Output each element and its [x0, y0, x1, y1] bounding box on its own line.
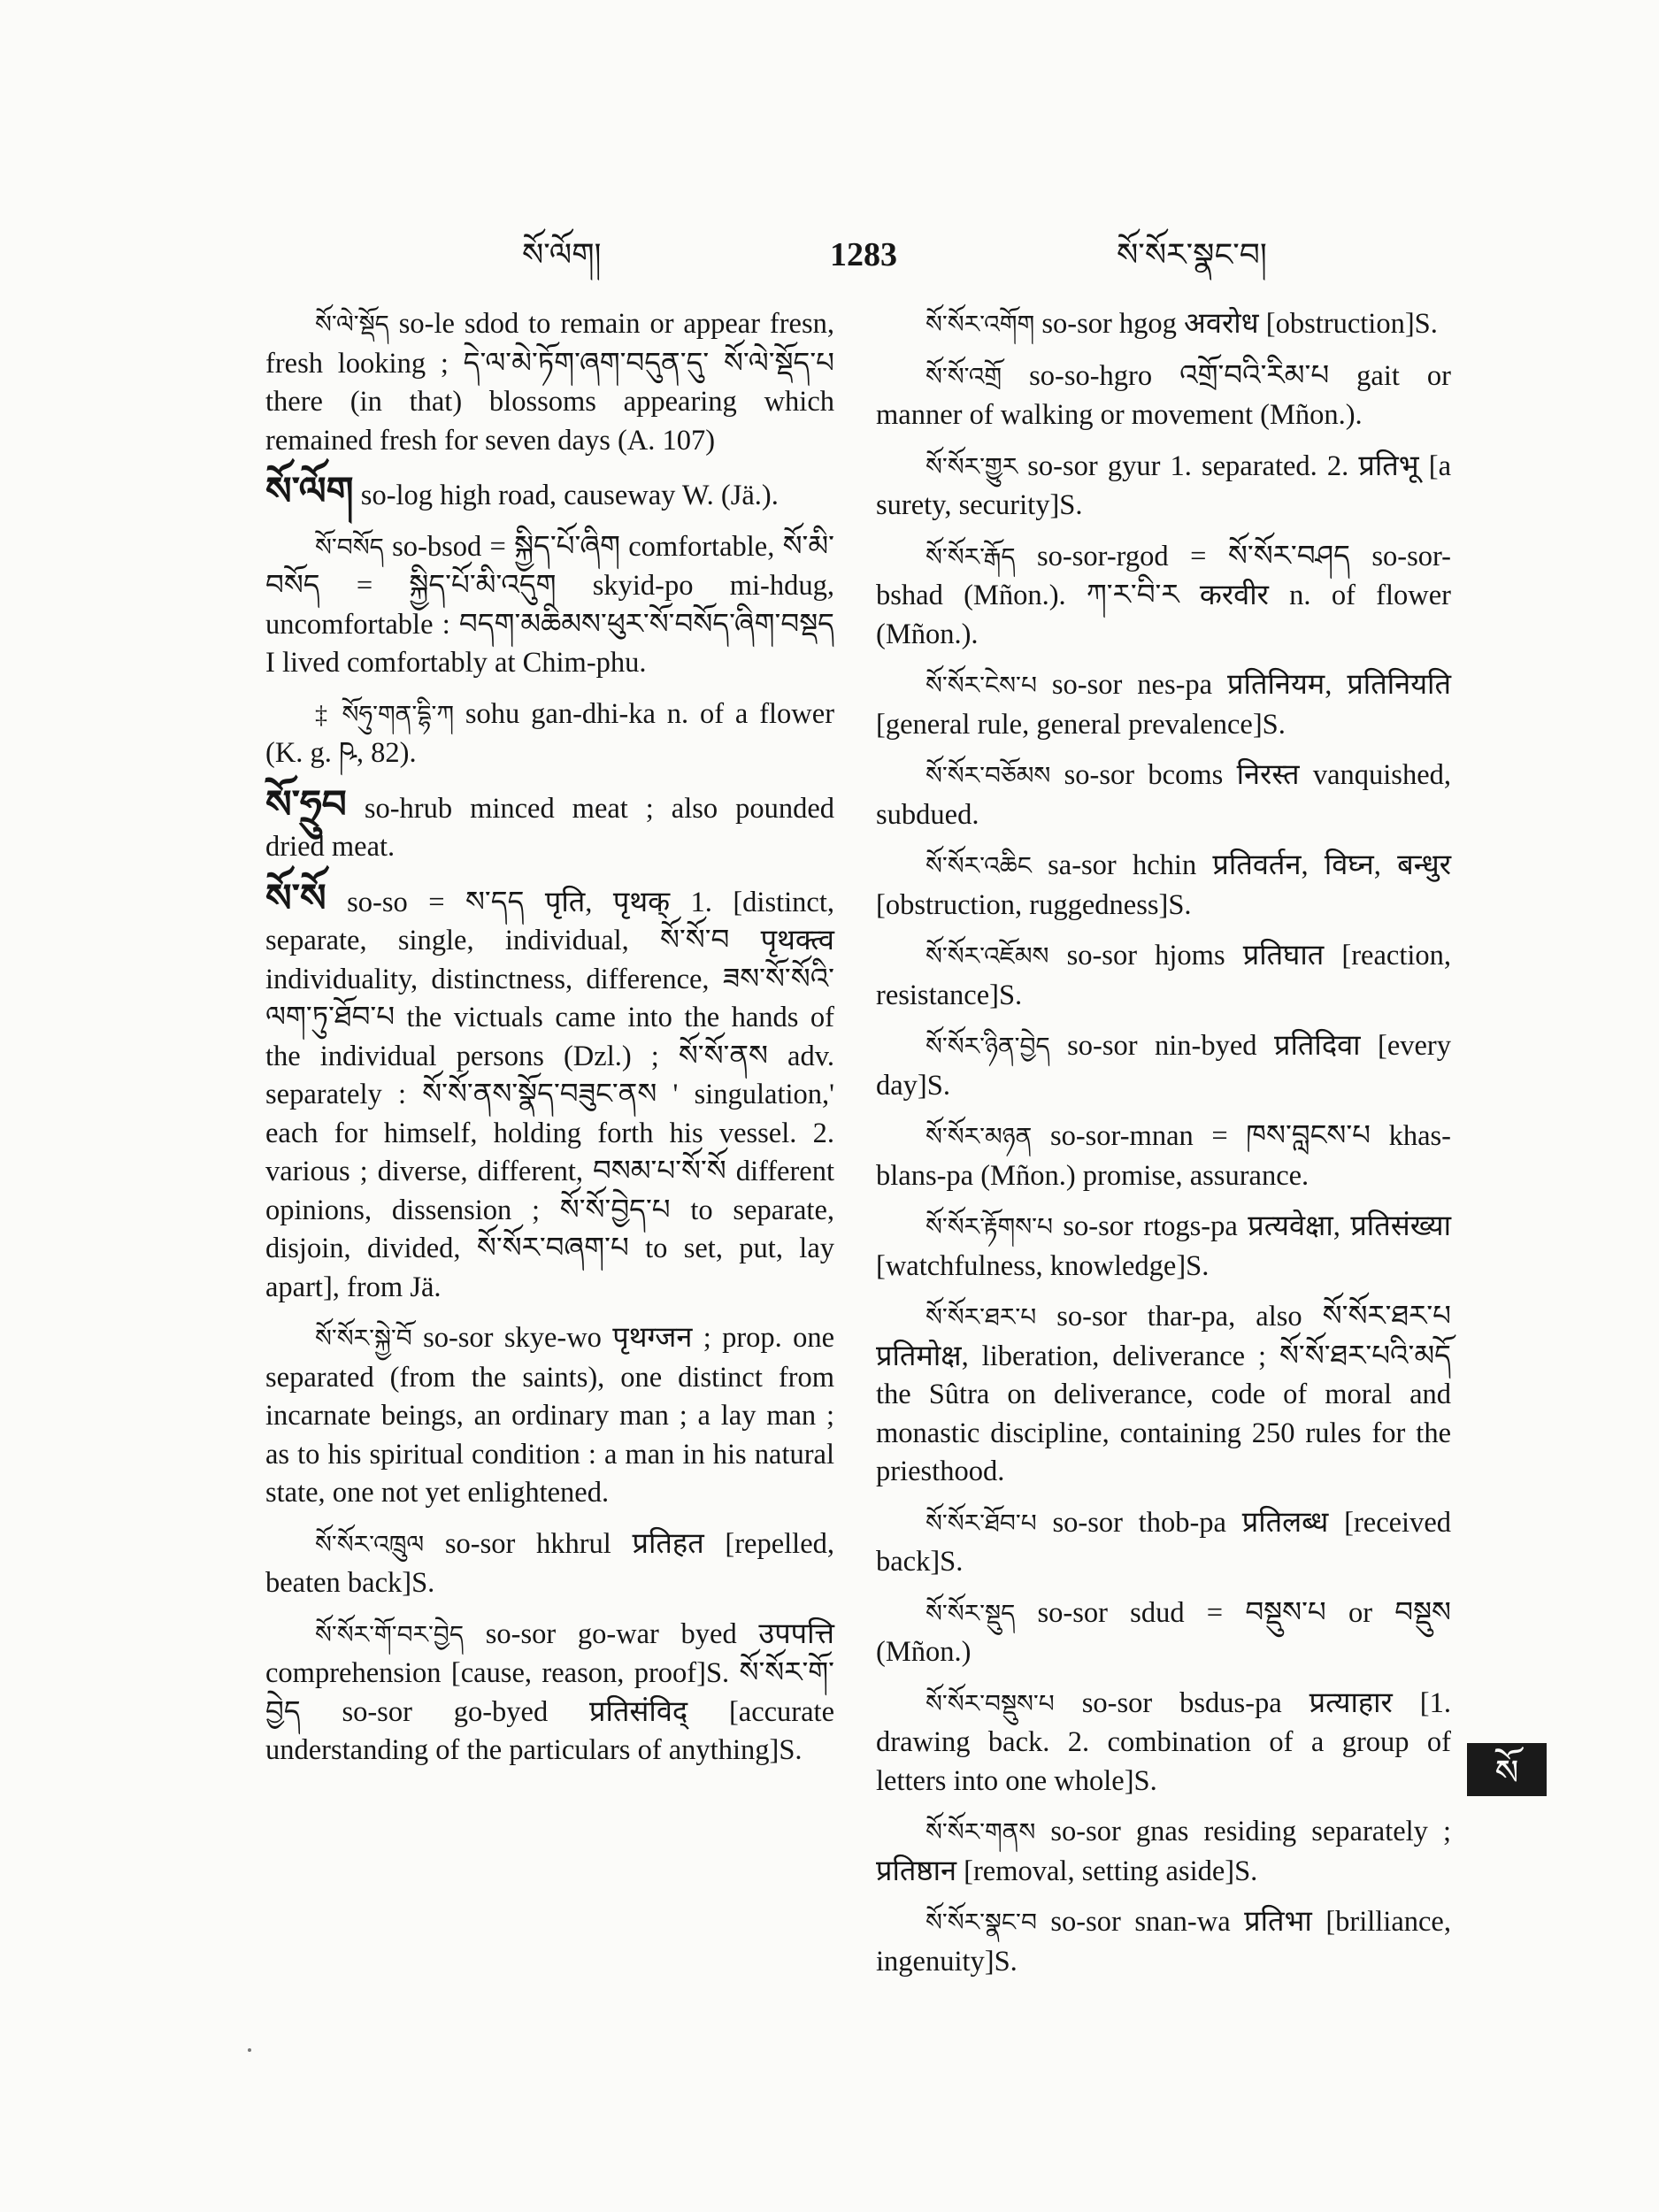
dictionary-entry: [876, 448, 1451, 526]
entry-headword: སོ་ལེ་སྡོད: [315, 311, 389, 339]
entry-headword: སོ་ཧྲུབ: [265, 782, 347, 826]
entry-headword: སོ་སོར་རྟོགས་པ: [926, 1214, 1053, 1241]
entry-headword: སོ་བསོད: [315, 534, 384, 562]
dictionary-entry: [876, 1298, 1451, 1492]
dictionary-entry: [265, 876, 834, 1308]
entry-text: so-sor hgog अवरोध [obstruction]S.: [1041, 308, 1438, 340]
entry-headword: སོ་སོར་ཉིན་བྱེད: [926, 1033, 1050, 1061]
entry-headword: སོ་སོར་གྱུར: [926, 453, 1018, 481]
dictionary-entry: [265, 695, 834, 773]
entry-headword: སོ་སོར་མཉན: [926, 1124, 1033, 1151]
entry-headword: སོ་སོར་ངེས་པ: [926, 672, 1037, 700]
entry-text: so-so-hgro འགྲོ་བའི་རིམ་པ gait or manner of walking or movement (Mñon.).: [876, 359, 1451, 431]
entry-headword: སོ་སོར་གོ་བར་བྱེད: [315, 1621, 465, 1649]
dictionary-entry: [876, 1118, 1451, 1195]
entry-text: so-sor gyur 1. separated. 2. प्रतिभू [a surety, security]S.: [876, 449, 1452, 521]
entry-headword: སོ་སོར་འཆིང: [926, 853, 1032, 880]
entry-headword: སོ་སོར་བསྡུས་པ: [926, 1690, 1055, 1718]
entry-headword: སོ་སོ་འགྲོ: [926, 363, 1002, 391]
right-column: [876, 305, 1451, 1993]
entry-text: so-bsod = སྐྱིད་པོ་ཞིག comfortable, སོ་མི་བསོད = སྐྱིད་པོ་མི་འདུག skyid-po mi-hdug, uncomfortable : བདག་མཆིམས་ཕུར་སོ་བསོད་ཞིག་བསྡད I lived comfortably at Chim-phu.: [265, 530, 834, 679]
entry-text: so-so = ས་དད पृति, पृथक् 1. [distinct, separate, single, individual, སོ་སོ་བ पृथक्त्व individuality, distinctness, difference, ཟས་སོ་སོའི་ལག་ཏུ་ཐོབ་པ the victuals came into the hands of the individual persons (Dzl.) ; སོ་སོ་ནས adv. separately : སོ་སོ་ནས་སྣོད་བཟུང་ནས ' singulation,' each for himself, holding forth his vessel. 2. various ; diverse, different, བསམ་པ་སོ་སོ different opinions, dissension ; སོ་སོ་བྱེད་པ to separate, disjoin, divided, སོ་སོར་བཞག་པ to set, put, lay apart], from Jä.: [265, 886, 834, 1303]
dictionary-entry: [876, 757, 1451, 834]
dictionary-entry: [876, 1208, 1451, 1286]
running-head-right: སོ་སོར་སྣང་བ།: [1117, 237, 1267, 273]
entry-headword: སོ་སོར་འཇོམས: [926, 943, 1049, 971]
entry-text: so-le sdod to remain or appear fresn, fresh looking ; དེ་ལ་མེ་ཏོག་ཞག་བདུན་དུ་ སོ་ལེ་སྡོད་པ there (in that) blossoms appearing which remained fresh for seven days (A. 107): [265, 308, 834, 457]
entry-text: so-sor skye-wo पृथग्जन ; prop. one separated (from the saints), one distinct from incarnate beings, an ordinary man ; a lay man ; as to his spiritual condition : a man in his natural state, one not yet enlightened.: [265, 1322, 835, 1509]
entry-headword: སོ་སོར་ཐར་པ: [926, 1304, 1037, 1332]
page-header: [0, 228, 1659, 299]
dictionary-entry: [265, 1616, 834, 1770]
dictionary-entry: [265, 472, 834, 516]
entry-text: so-sor snan-wa प्रतिभा [brilliance, ingenuity]S.: [876, 1906, 1451, 1978]
entry-text: sa-sor hchin प्रतिवर्तन, विघ्न, बन्धुर [obstruction, ruggedness]S.: [876, 849, 1451, 921]
dictionary-entry: [876, 1813, 1451, 1891]
entry-headword: སོ་སོར་བཅོམས: [926, 763, 1051, 790]
dictionary-entry: [876, 538, 1451, 655]
entry-text: so-sor thob-pa प्रतिलब्ध [received back]S.: [876, 1506, 1451, 1578]
dictionary-entry: [265, 1525, 834, 1603]
dictionary-entry: [265, 782, 834, 867]
entry-text: so-sor go-war byed उपपत्ति comprehension [cause, reason, proof]S. སོ་སོར་གོ་བྱེད so-sor go-byed प्रतिसंविद् [accurate understanding of the particulars of anything]S.: [265, 1617, 835, 1766]
entry-headword: ‡ སོཧུ་གན་དྷི་ཀ: [315, 701, 455, 729]
page-number: 1283: [830, 236, 897, 273]
entry-headword: སོ་སོར་སྐྱེ་བོ: [315, 1325, 412, 1353]
thumb-index-tab: སོ: [1467, 1743, 1547, 1796]
entry-text: so-sor bcoms निरस्त vanquished, subdued.: [876, 759, 1451, 831]
dictionary-entry: [265, 528, 834, 683]
dictionary-entry: [876, 305, 1451, 345]
dictionary-entry: [265, 1319, 834, 1513]
left-column: [265, 305, 834, 1783]
entry-headword: སོ་སོར་རྒོད: [926, 543, 1016, 572]
entry-text: so-sor-rgod = སོ་སོར་བཤད so-sor-bshad (Mñon.). ཀ་ར་བི་ར करवीर n. of flower (Mñon.).: [876, 540, 1451, 650]
entry-text: so-sor hkhrul प्रतिहत [repelled, beaten back]S.: [265, 1527, 834, 1599]
dictionary-entry: [876, 357, 1451, 435]
dictionary-entry: [876, 1504, 1451, 1582]
dictionary-entry: [265, 305, 834, 460]
entry-headword: སོ་སོ: [265, 876, 326, 920]
entry-text: so-sor nes-pa प्रतिनियम, प्रतिनियति [general rule, general prevalence]S.: [876, 669, 1451, 741]
entry-text: so-sor gnas residing separately ; प्रतिष्ठान [removal, setting aside]S.: [876, 1816, 1451, 1887]
dictionary-entry: [876, 847, 1451, 925]
dictionary-entry: [876, 937, 1451, 1015]
entry-headword: སོ་སོར་འཁྲུལ: [315, 1531, 425, 1559]
entry-headword: སོ་སོར་གནས: [926, 1819, 1036, 1847]
entry-text: so-hrub minced meat ; also pounded dried meat.: [265, 792, 834, 863]
entry-headword: སོ་སོར་སྣང་བ: [926, 1909, 1037, 1937]
entry-text: so-sor thar-pa, also སོ་སོར་ཐར་པ प्रतिमोक्ष, liberation, deliverance ; སོ་སོ་ཐར་པའི་མདོ the Sûtra on deliverance, code of moral and monastic discipline, containing 250 rules for the priesthood.: [876, 1301, 1451, 1487]
entry-headword: སོ་ལོག: [265, 470, 354, 513]
dictionary-entry: [876, 1027, 1451, 1105]
entry-text: so-sor-mnan = ཁས་བླངས་པ khas-blans-pa (Mñon.) promise, assurance.: [876, 1120, 1451, 1192]
dictionary-entry: [876, 666, 1451, 744]
page-speck: [248, 2048, 251, 2052]
entry-headword: སོ་སོར་འགོག: [926, 311, 1035, 339]
dictionary-entry: [876, 1594, 1451, 1672]
entry-text: so-sor nin-byed प्रतिदिवा [every day]S.: [876, 1030, 1452, 1102]
entry-headword: སོ་སོར་ཐོབ་པ: [926, 1509, 1037, 1538]
entry-text: so-sor hjoms प्रतिघात [reaction, resistance]S.: [876, 940, 1452, 1011]
dictionary-entry: [876, 1903, 1451, 1981]
entry-text: so-sor sdud = བསྡུས་པ or བསྡུས (Mñon.): [876, 1596, 1451, 1668]
entry-text: so-sor rtogs-pa प्रत्यवेक्षा, प्रतिसंख्या [watchfulness, knowledge]S.: [876, 1210, 1451, 1282]
entry-text: so-log high road, causeway W. (Jä.).: [360, 480, 779, 511]
entry-text: so-sor bsdus-pa प्रत्याहार [1. drawing back. 2. combination of a group of letters into one whole]S.: [876, 1686, 1451, 1797]
dictionary-entry: [876, 1685, 1451, 1801]
running-head-left: སོ་ལོག།: [522, 237, 602, 273]
entry-text: sohu gan-dhi-ka n. of a flower (K. g. ཥ, 82).: [265, 697, 835, 769]
entry-headword: སོ་སོར་སྡུད: [926, 1600, 1016, 1628]
